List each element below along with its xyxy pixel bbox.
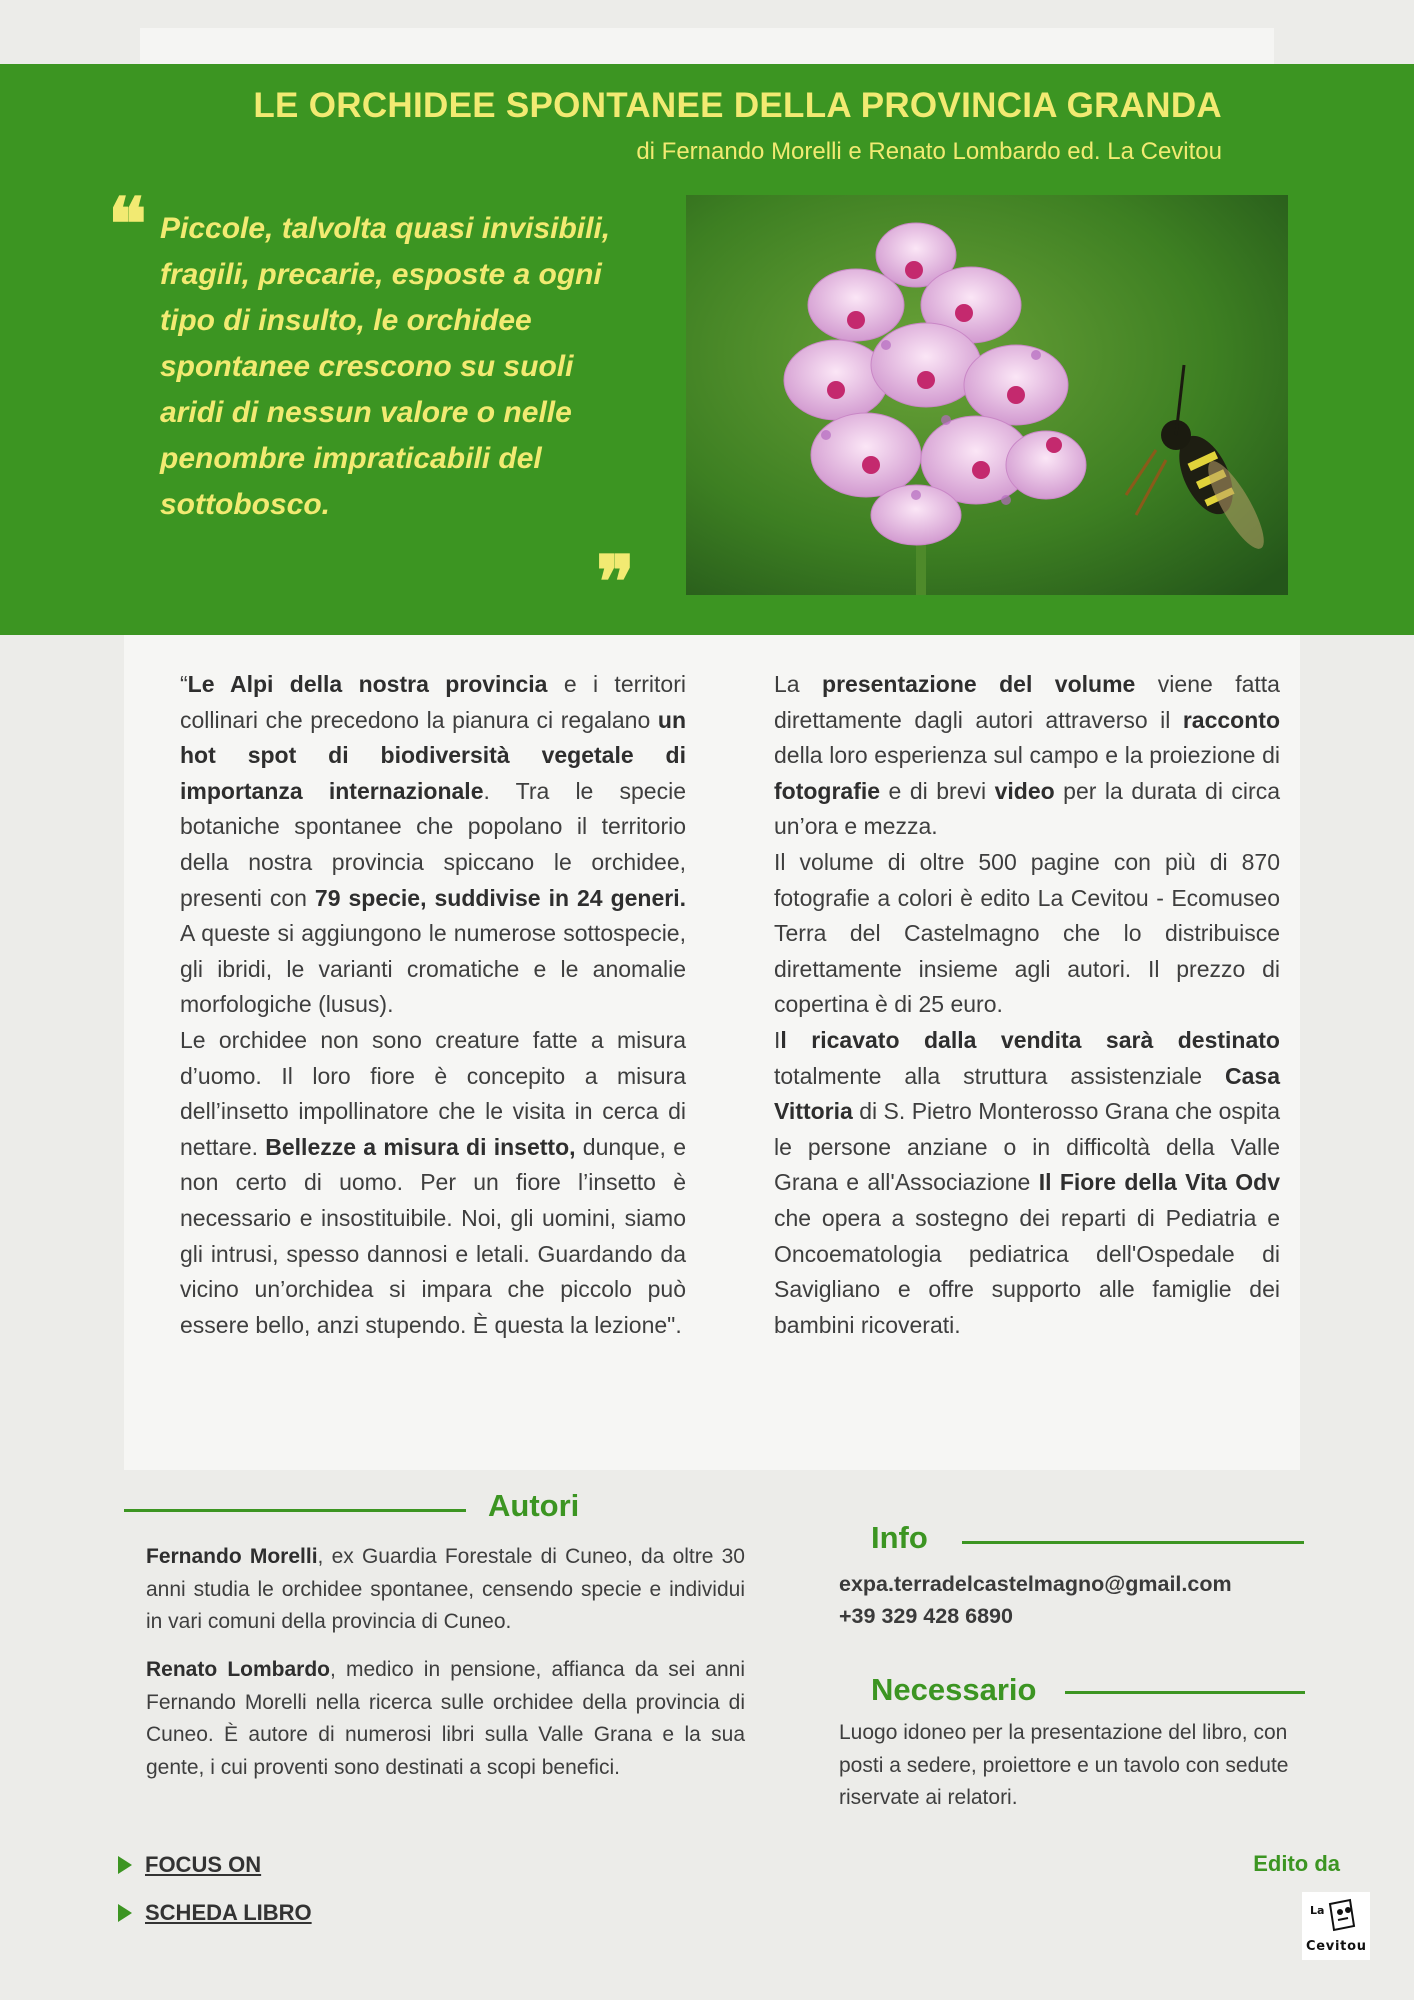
authors-divider — [124, 1509, 466, 1512]
focus-on-link[interactable]: FOCUS ON — [145, 1852, 262, 1877]
scheda-libro-link[interactable]: SCHEDA LIBRO — [145, 1900, 312, 1925]
open-quote-icon: ❝ — [108, 181, 147, 266]
play-arrow-icon — [118, 1904, 132, 1922]
orchid-photo — [686, 195, 1288, 595]
left-column — [180, 667, 686, 1343]
info-divider — [962, 1541, 1304, 1544]
right-column — [774, 667, 1280, 1343]
focus-on-link-row[interactable] — [118, 1852, 261, 1878]
intro-paragraph: “Le Alpi della nostra provincia e i territori collinari che precedono la pianura ci regalano un hot spot di biodiversità vegetale di importanza internazionale. Tra le specie botaniche spontanee che popolano il territorio della nostra provincia spiccano le orchidee, presenti con 79 specie, suddivise in 24 generi. A queste si aggiungono le numerose sottospecie, gli ibridi, le varianti cromatiche e le anomalie morfologiche (lusus). — [180, 671, 686, 1018]
page-subtitle: di Fernando Morelli e Renato Lombardo ed. La Cevitou — [636, 138, 1222, 165]
svg-text:La: La — [1310, 1904, 1325, 1917]
publisher-label: Edito da — [1253, 1851, 1340, 1876]
insect-paragraph: Le orchidee non sono creature fatte a misura d’uomo. Il loro fiore è concepito a misura dell’insetto impollinatore che le visita in cerca di nettare. Bellezze a misura di insetto, dunque, e non certo di uomo. Per un fiore l’insetto è necessario e insostituibile. Noi, gli uomini, siamo gli intrusi, spesso dannosi e letali. Guardando da vicino un’orchidea si impara che piccolo può essere bello, anzi stupendo. È questa la lezione". — [180, 1026, 686, 1338]
pull-quote: Piccole, talvolta quasi invisibili, fragili, precarie, esposte a ogni tipo di insulto, le orchidee spontanee crescono su suoli aridi di nessun valore o nelle penombre impraticabili del sottobosco. — [160, 212, 611, 521]
necessario-divider — [1065, 1691, 1305, 1694]
morelli-bio: Fernando Morelli, ex Guardia Forestale di Cuneo, da oltre 30 anni studia le orchidee spontanee, censendo specie e individui in vari comuni della provincia di Cuneo. — [146, 1545, 745, 1633]
authors-heading: Autori — [488, 1488, 580, 1523]
info-heading: Info — [871, 1520, 928, 1555]
proceeds-paragraph: Il ricavato dalla vendita sarà destinato totalmente alla struttura assistenziale Casa Vittoria di S. Pietro Monterosso Grana che ospita le persone anziane o in difficoltà della Valle Grana e all'Associazione Il Fiore della Vita Odv che opera a sostegno dei reparti di Pediatria e Oncoematologia pediatrica dell'Ospedale di Savigliano e offre supporto alle famiglie dei bambini ricoverati. — [774, 1026, 1280, 1338]
necessario-heading: Necessario — [871, 1672, 1037, 1707]
svg-text:Cevitou: Cevitou — [1306, 1939, 1366, 1954]
volume-paragraph: Il volume di oltre 500 pagine con più di 870 fotografie a colori è edito La Cevitou - Ecomuseo Terra del Castelmagno che lo distribuisce direttamente insieme agli autori. Il prezzo di copertina è di 25 euro. — [774, 848, 1280, 1018]
la-cevitou-logo — [1300, 1890, 1372, 1962]
scheda-libro-link-row[interactable] — [118, 1900, 312, 1926]
presentation-paragraph: La presentazione del volume viene fatta direttamente dagli autori attraverso il racconto della loro esperienza sul campo e la proiezione di fotografie e di brevi video per la durata di circa un’ora e mezza. — [774, 671, 1280, 840]
page-title: LE ORCHIDEE SPONTANEE DELLA PROVINCIA GRANDA — [253, 86, 1222, 125]
necessario-text: Luogo idoneo per la presentazione del libro, con posti a sedere, proiettore e un tavolo con sedute riservate ai relatori. — [839, 1721, 1289, 1809]
top-strip — [140, 28, 1274, 64]
lombardo-bio: Renato Lombardo, medico in pensione, affianca da sei anni Fernando Morelli nella ricerca sulle orchidee della provincia di Cuneo. È autore di numerosi libri sulla Valle Grana e la sua gente, i cui proventi sono destinati a scopi benefici. — [146, 1658, 746, 1779]
contact-phone[interactable]: +39 329 428 6890 — [839, 1604, 1013, 1628]
play-arrow-icon — [118, 1856, 132, 1874]
close-quote-icon: ❞ — [596, 539, 635, 624]
contact-email[interactable]: expa.terradelcastelmagno@gmail.com — [839, 1572, 1232, 1596]
